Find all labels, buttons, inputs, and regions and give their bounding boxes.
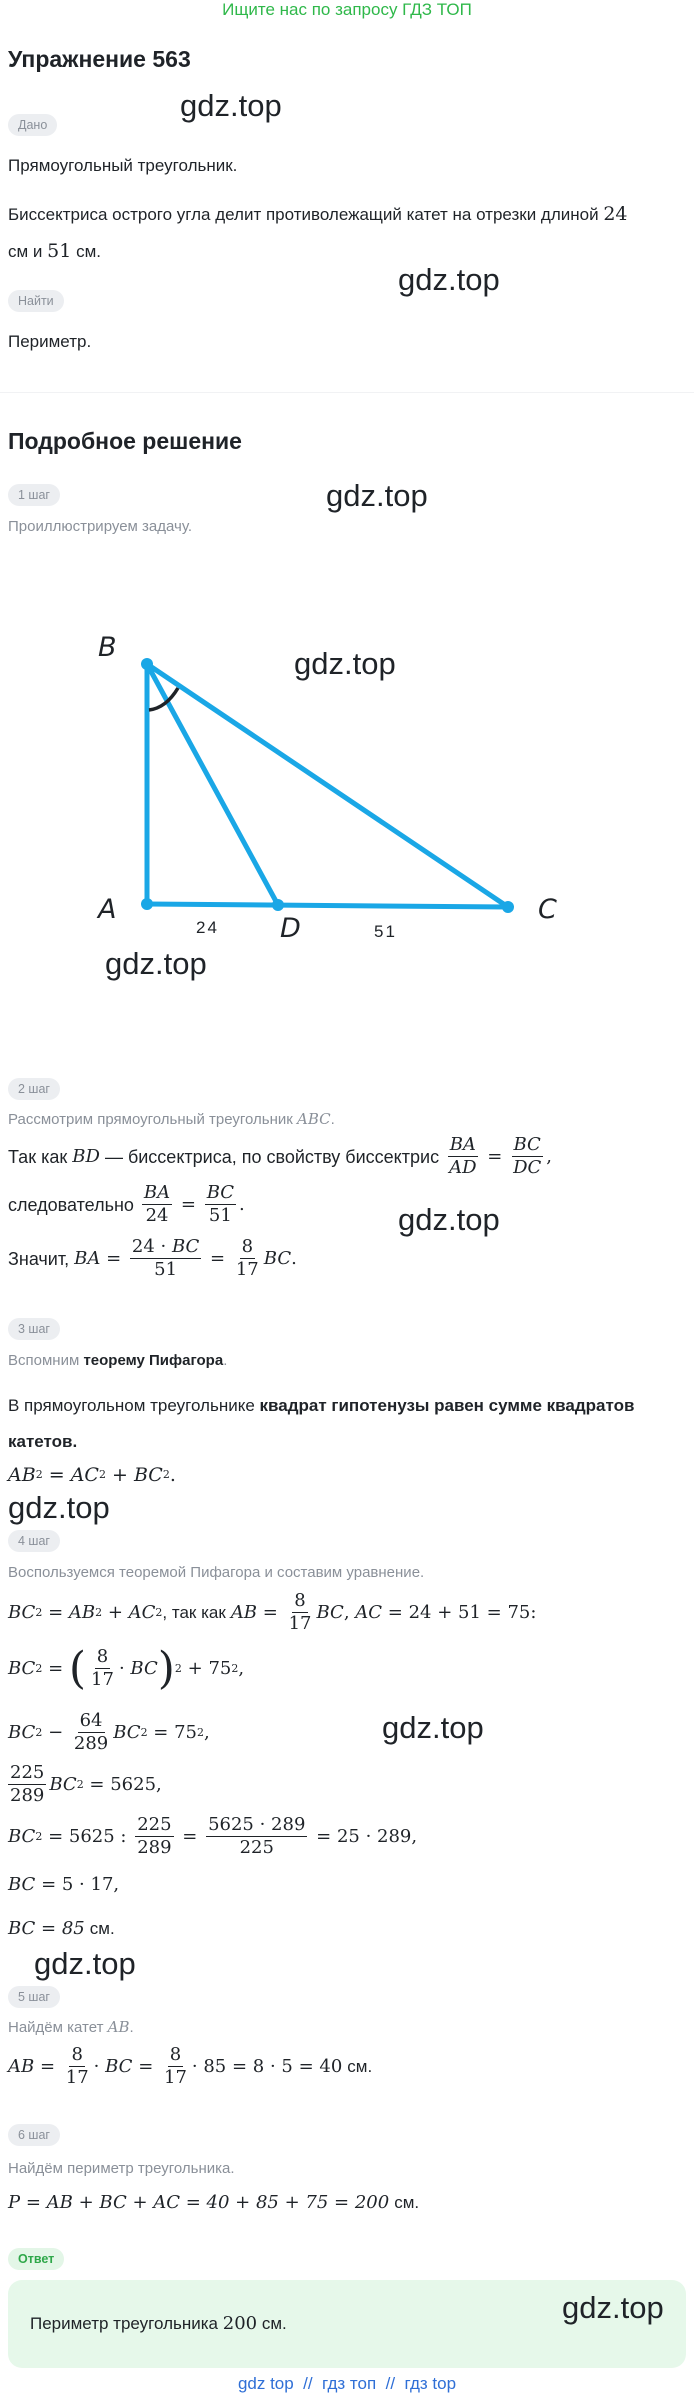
step-3-text: Вспомним теорему Пифагора. xyxy=(8,1352,228,1369)
step-5-text: Найдём катет AB. xyxy=(8,2018,134,2036)
given-line-1: Прямоугольный треугольник. xyxy=(8,156,238,175)
answer-text: Периметр треугольника 200 см. xyxy=(30,2313,287,2334)
point-d xyxy=(272,899,284,911)
given-line-2: Биссектриса острого угла делит противолежащий катет на отрезки длиной 24 см и 51 см. xyxy=(8,203,628,262)
side-bc xyxy=(147,664,508,907)
label-dc: 51 xyxy=(374,922,397,941)
step-3-pythagoras: AB 2 = AC 2 + BC 2 . xyxy=(8,1464,176,1486)
step-4-badge: 4 шаг xyxy=(8,1530,60,1552)
step-1-text: Проиллюстрируем задачу. xyxy=(8,518,192,535)
step-5-eq: AB = $\frac{8}{17}$ · BC = $\frac{8}{17}$ · 85 = 8 · 5 = 40 см. xyxy=(8,2044,373,2088)
step-4-eq-6: BC = 5 · 17, xyxy=(8,1874,120,1895)
side-ac xyxy=(147,904,508,907)
step-2-therefore-line: следовательно $\frac{BA}{24}$ = $\frac{BC}{51}$ . xyxy=(8,1182,245,1226)
step-5-badge: 5 шаг xyxy=(8,1986,60,2008)
answer-badge: Ответ xyxy=(8,2248,64,2270)
label-ad: 24 xyxy=(196,918,219,937)
watermark: gdz.top xyxy=(326,478,428,513)
step-2-text: Рассмотрим прямоугольный треугольник ABC. xyxy=(8,1110,335,1128)
watermark: gdz.top xyxy=(8,1490,110,1525)
step-6-eq: P = AB + BC + AC = 40 + 85 + 75 = 200 см. xyxy=(8,2192,420,2213)
watermark: gdz.top xyxy=(562,2290,664,2325)
page-title: Упражнение 563 xyxy=(8,46,191,72)
step-2-thus-line: Значит, BA = $\frac{24 \cdot BC}{51}$ = $\frac{8}{17}$ BC . xyxy=(8,1236,297,1280)
step-4-eq-3: BC 2 − $\frac{64}{289}$ BC 2 = 75 2 , xyxy=(8,1710,210,1754)
watermark: gdz.top xyxy=(105,946,207,981)
find-badge: Найти xyxy=(8,290,64,312)
step-6-text: Найдём периметр треугольника. xyxy=(8,2160,235,2177)
step-4-eq-2: BC 2 = ( $\frac{8}{17}$ · BC ) 2 + 75 2 , xyxy=(8,1642,245,1694)
label-a: A xyxy=(98,894,117,925)
step-4-eq-5: BC 2 = 5625 : $\frac{225}{289}$ = $\frac{5625 \cdot 289}{225}$ = 25 · 289, xyxy=(8,1814,418,1858)
find-text: Периметр. xyxy=(8,332,92,351)
footer-links[interactable]: gdz top // гдз топ // гдз top xyxy=(237,2374,457,2393)
step-2-badge: 2 шаг xyxy=(8,1078,60,1100)
step-6-badge: 6 шаг xyxy=(8,2124,60,2146)
step-3-badge: 3 шаг xyxy=(8,1318,60,1340)
step-4-eq-7: BC = 85 см. xyxy=(8,1918,115,1939)
step-1-badge: 1 шаг xyxy=(8,484,60,506)
step-2-bisector-line: Так как BD — биссектриса, по свойству биссектрис $\frac{BA}{AD}$ = $\frac{BC}{DC}$ , xyxy=(8,1134,553,1178)
label-b: B xyxy=(98,632,117,663)
watermark: gdz.top xyxy=(294,646,396,681)
step-4-eq-1: BC 2 = AB 2 + AC 2 , так как AB = $\frac{8}{17}$ BC , AC = 24 + 51 = 75: xyxy=(8,1590,537,1634)
step-4-eq-4: $\frac{225}{289}$ BC 2 = 5625, xyxy=(10,1762,162,1806)
label-c: C xyxy=(538,894,557,925)
point-c xyxy=(502,901,514,913)
search-hint-link[interactable]: Ищите нас по запросу ГДЗ ТОП xyxy=(222,0,472,19)
label-d: D xyxy=(280,913,301,944)
step-3-rule: В прямоугольном треугольнике квадрат гипотенузы равен сумме квадратов катетов. xyxy=(8,1396,635,1451)
watermark: gdz.top xyxy=(34,1946,136,1981)
given-badge: Дано xyxy=(8,114,57,136)
solution-title: Подробное решение xyxy=(8,428,242,454)
watermark: gdz.top xyxy=(398,262,500,297)
step-4-text: Воспользуемся теоремой Пифагора и составим уравнение. xyxy=(8,1564,425,1581)
point-b xyxy=(141,658,153,670)
watermark: gdz.top xyxy=(382,1710,484,1745)
divider xyxy=(0,392,694,393)
watermark: gdz.top xyxy=(180,88,282,123)
point-a xyxy=(141,898,153,910)
watermark: gdz.top xyxy=(398,1202,500,1237)
